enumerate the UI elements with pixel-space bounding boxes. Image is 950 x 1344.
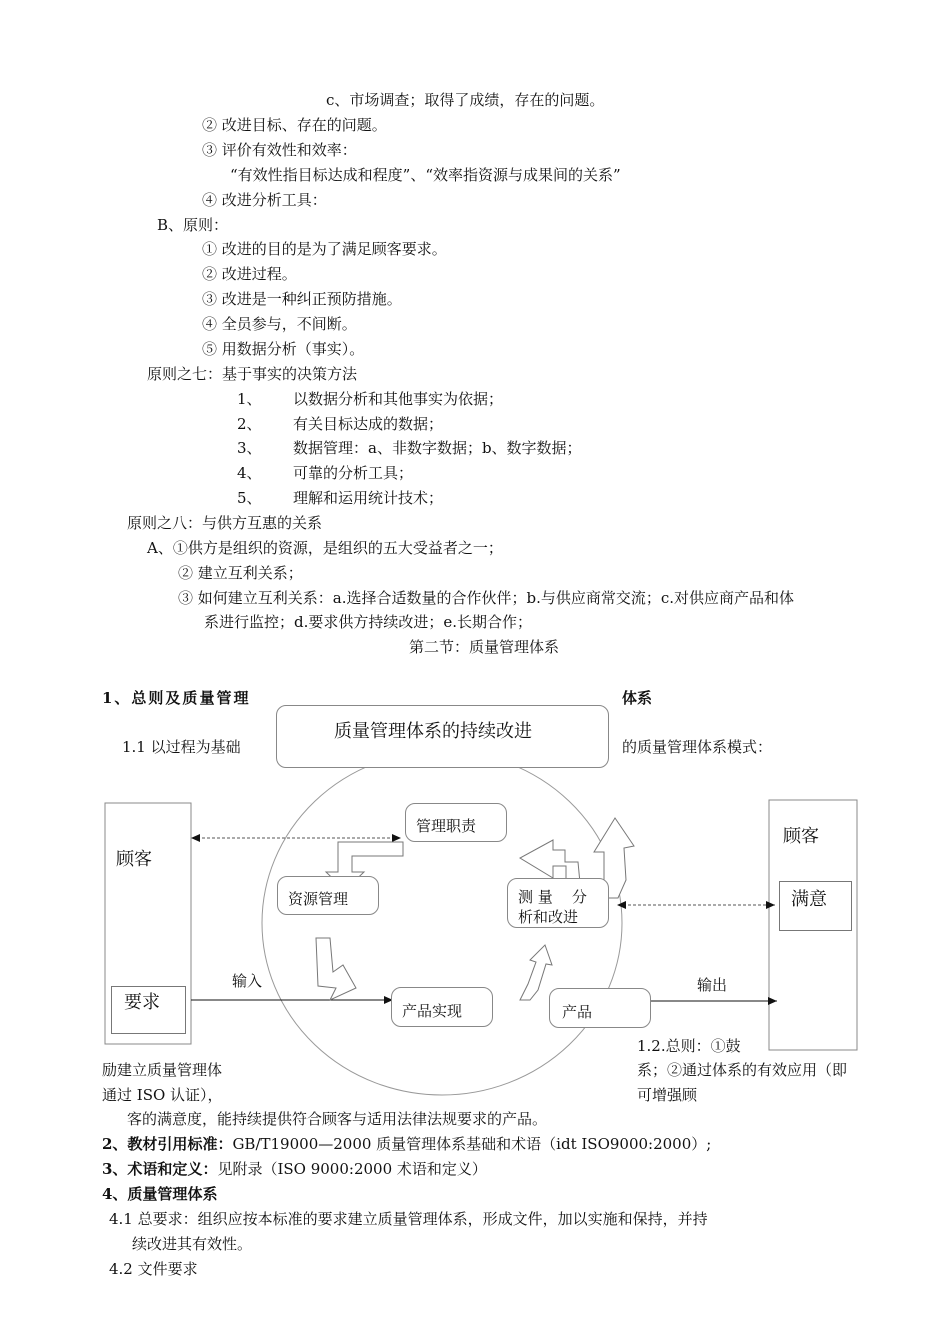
block-arrow-icon (520, 945, 552, 1000)
satisfaction-box (779, 881, 852, 931)
text-line: ② 改进目标、存在的问题。 (202, 116, 387, 134)
measurement-analysis-box (507, 878, 609, 928)
box-label: 资源管理 (288, 890, 349, 908)
section-heading: 2、教材引用标准： (102, 1135, 233, 1153)
text-line: 系进行监控；d.要求供方持续改进；e.长期合作； (204, 613, 533, 631)
list-item: 可靠的分析工具； (293, 464, 414, 482)
management-responsibility-box (405, 803, 507, 842)
text-line: ② 改进过程。 (202, 265, 297, 283)
product-box (549, 988, 651, 1028)
text-line: 续改进其有效性。 (132, 1235, 253, 1253)
satisfaction-label: 满意 (791, 889, 827, 910)
resource-management-box (277, 876, 379, 915)
product-realization-box (391, 987, 493, 1027)
text-line: 1.1 以过程为基础 (122, 738, 241, 756)
customer-label: 顾客 (783, 826, 819, 847)
section-heading: 3、术语和定义： (102, 1160, 218, 1178)
text-line: ① 改进的目的是为了满足顾客要求。 (202, 240, 447, 258)
heading: 体系 (622, 689, 653, 707)
text-line: 4.1 总要求：组织应按本标准的要求建立质量管理体系，形成文件，加以实施和保持，并持 (109, 1210, 708, 1228)
text-line: ② 建立互利关系； (178, 564, 303, 582)
box-label: 产品实现 (402, 1002, 463, 1020)
text-line: ④ 改进分析工具： (202, 191, 327, 209)
text-line: “有效性指目标达成和程度”、“效率指资源与成果间的关系” (230, 166, 621, 184)
list-number: 2、 (237, 415, 262, 433)
text-line: 励建立质量管理体 (102, 1061, 223, 1079)
list-item: 数据管理：a、非数字数据；b、数字数据； (293, 439, 582, 457)
text-line: c、市场调查；取得了成绩，存在的问题。 (326, 91, 605, 109)
heading: 1、总则及质量管理 (102, 689, 251, 707)
list-item: 有关目标达成的数据； (293, 415, 444, 433)
output-label: 输出 (697, 976, 728, 994)
list-number: 4、 (237, 464, 262, 482)
banner-label: 质量管理体系的持续改进 (334, 721, 532, 742)
text-line: 可增强顾 (637, 1086, 698, 1104)
list-number: 1、 (237, 390, 262, 408)
section-text: 见附录（ISO 9000:2000 术语和定义） (217, 1160, 487, 1178)
section-3 (102, 1162, 487, 1177)
box-label: 析和改进 (518, 908, 579, 926)
section-title: 第二节：质量管理体系 (409, 638, 560, 656)
list-item: 理解和运用统计技术； (293, 489, 444, 507)
customer-label: 顾客 (116, 849, 152, 870)
text-line: ④ 全员参与，不间断。 (202, 315, 357, 333)
text-line: ③ 改进是一种纠正预防措施。 (202, 290, 402, 308)
text-line: 系；②通过体系的有效应用（即 (637, 1061, 848, 1079)
requirement-box (111, 986, 186, 1034)
text-line: B、原则： (157, 216, 229, 234)
text-line: 原则之八：与供方互惠的关系 (127, 514, 323, 532)
section-text: GB/T19000—2000 质量管理体系基础和术语（idt ISO9000:2000）; (232, 1135, 712, 1153)
section-heading: 4、质量管理体系 (102, 1185, 218, 1203)
text-line: 客的满意度，能持续提供符合顾客与适用法律法规要求的产品。 (127, 1110, 548, 1128)
section-2 (102, 1137, 711, 1152)
text-line: 原则之七：基于事实的决策方法 (147, 365, 358, 383)
continual-improvement-banner (276, 705, 609, 768)
text-line: ⑤ 用数据分析（事实）。 (202, 340, 365, 358)
text-line: A、①供方是组织的资源，是组织的五大受益者之一； (147, 539, 503, 557)
box-label: 测 量 分 (518, 888, 587, 906)
box-label: 管理职责 (416, 817, 477, 835)
list-number: 5、 (237, 489, 262, 507)
list-item: 以数据分析和其他事实为依据； (293, 390, 504, 408)
text-line: ③ 如何建立互利关系：a.选择合适数量的合作伙伴；b.与供应商常交流；c.对供应商产品和体 (178, 589, 795, 607)
text-line: ③ 评价有效性和效率： (202, 141, 357, 159)
block-arrow-icon (316, 938, 356, 1000)
box-label: 产品 (562, 1003, 593, 1021)
list-number: 3、 (237, 439, 262, 457)
text-line: 4.2 文件要求 (109, 1260, 198, 1278)
text-line: 的质量管理体系模式： (622, 738, 773, 756)
text-line: 通过 ISO 认证）， (102, 1086, 223, 1104)
text-line: 1.2.总则：①鼓 (637, 1037, 741, 1055)
requirement-label: 要求 (124, 992, 160, 1013)
input-label: 输入 (232, 972, 263, 990)
